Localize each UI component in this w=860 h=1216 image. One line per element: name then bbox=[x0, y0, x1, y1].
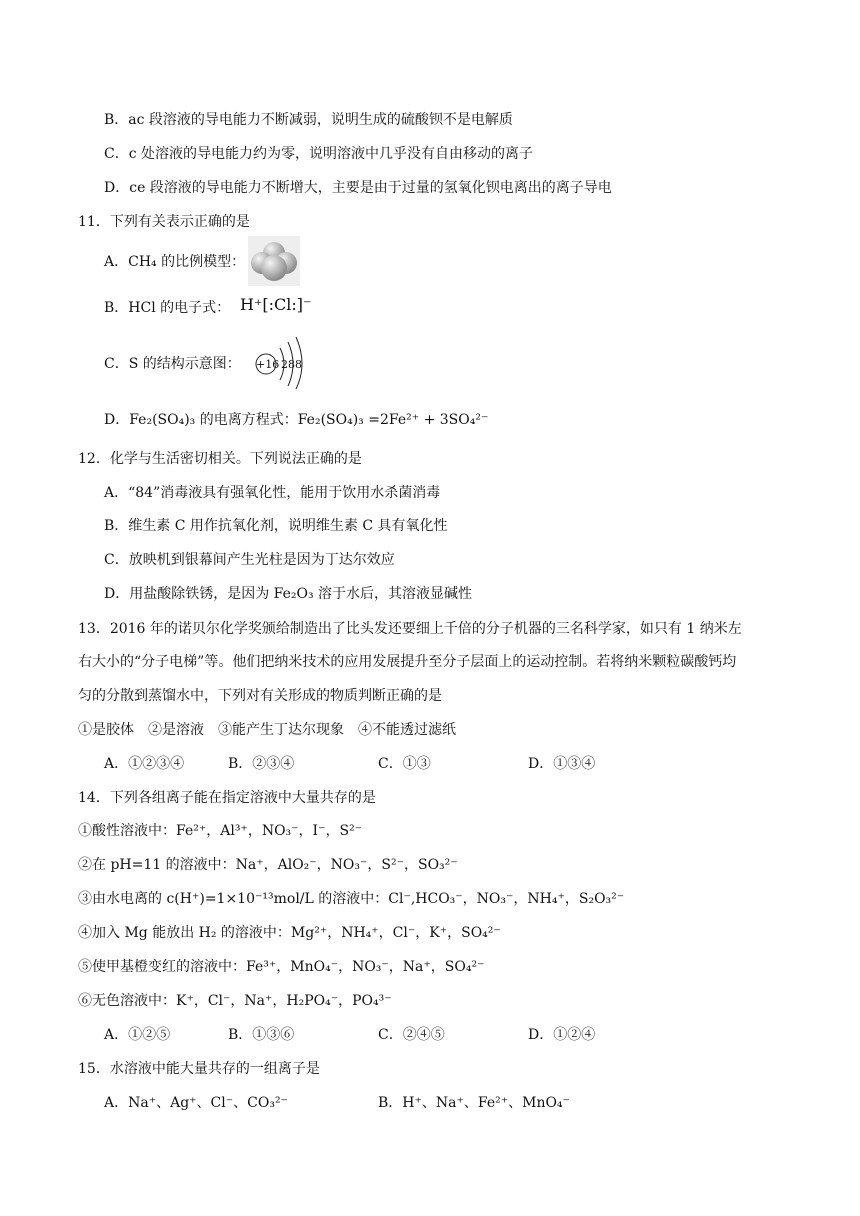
q11-option-b: B．HCl 的电子式： bbox=[104, 300, 231, 316]
q14-statement-1: ①酸性溶液中：Fe²⁺，Al³⁺，NO₃⁻，I⁻，S²⁻ bbox=[78, 823, 363, 839]
q14-statement-2: ②在 pH=11 的溶液中：Na⁺，AlO₂⁻，NO₃⁻，S²⁻，SO₃²⁻ bbox=[78, 857, 458, 873]
q15-option-a: A．Na⁺、Ag⁺、Cl⁻、CO₃²⁻ bbox=[104, 1095, 288, 1111]
q15-option-b: B．H⁺、Na⁺、Fe²⁺、MnO₄⁻ bbox=[378, 1095, 570, 1111]
q10-option-c: C．c 处溶液的导电能力约为零，说明溶液中几乎没有自由移动的离子 bbox=[104, 146, 534, 162]
q13-stem-line-3: 匀的分散到蒸馏水中，下列对有关形成的物质判断正确的是 bbox=[78, 688, 442, 704]
q14-option-a: A．①②⑤ bbox=[104, 1027, 171, 1043]
q14-statement-4: ④加入 Mg 能放出 H₂ 的溶液中：Mg²⁺，NH₄⁺，Cl⁻，K⁺，SO₄²⁻ bbox=[78, 925, 501, 941]
ch4-space-filling-model-icon bbox=[248, 236, 300, 286]
q12-stem: 12．化学与生活密切相关。下列说法正确的是 bbox=[78, 451, 362, 467]
q13-stem-line-1: 13．2016 年的诺贝尔化学奖颁给制造出了比头发还要细上千倍的分子机器的三名科学家，如只有 1 纳米左 bbox=[78, 621, 742, 637]
q14-statement-6: ⑥无色溶液中：K⁺，Cl⁻，Na⁺，H₂PO₄⁻，PO₄³⁻ bbox=[78, 993, 392, 1009]
q15-options bbox=[104, 1094, 804, 1112]
q12-option-a: A．“84”消毒液具有强氧化性，能用于饮用水杀菌消毒 bbox=[104, 485, 441, 501]
q11-option-c: C．S 的结构示意图： bbox=[104, 356, 241, 372]
q15-stem: 15．水溶液中能大量共存的一组离子是 bbox=[78, 1061, 320, 1077]
q14-option-d: D．①②④ bbox=[528, 1027, 596, 1043]
hcl-electron-formula: H⁺[:Cl:]⁻ bbox=[240, 295, 312, 314]
q12-option-d: D．用盐酸除铁锈，是因为 Fe₂O₃ 溶于水后，其溶液显碱性 bbox=[104, 586, 473, 602]
q12-option-b: B．维生素 C 用作抗氧化剂，说明维生素 C 具有氧化性 bbox=[104, 518, 448, 534]
q14-stem: 14．下列各组离子能在指定溶液中大量共存的是 bbox=[78, 790, 376, 806]
q12-option-c: C．放映机到银幕间产生光柱是因为丁达尔效应 bbox=[104, 552, 395, 568]
q13-options bbox=[104, 755, 804, 773]
sulfur-nucleus-charge: +16 bbox=[256, 358, 280, 371]
q10-option-b: B．ac 段溶液的导电能力不断减弱，说明生成的硫酸钡不是电解质 bbox=[104, 112, 513, 128]
q11-option-a: A．CH₄ 的比例模型： bbox=[104, 254, 246, 270]
q11-stem: 11．下列有关表示正确的是 bbox=[78, 214, 250, 230]
q14-option-c: C．②④⑤ bbox=[378, 1027, 445, 1043]
q14-statement-3: ③由水电离的 c(H⁺)=1×10⁻¹³mol/L 的溶液中：Cl⁻,HCO₃⁻，NO₃⁻，NH₄⁺，S₂O₃²⁻ bbox=[78, 891, 625, 907]
q13-option-a: A．①②③④ bbox=[104, 756, 185, 772]
q14-option-b: B．①③⑥ bbox=[228, 1027, 295, 1043]
q13-option-d: D．①③④ bbox=[528, 756, 596, 772]
sulfur-electron-shells: 288 bbox=[281, 358, 302, 371]
q11-option-d: D．Fe₂(SO₄)₃ 的电离方程式：Fe₂(SO₄)₃ =2Fe²⁺ + 3SO₄²⁻ bbox=[104, 412, 489, 428]
q13-option-c: C．①③ bbox=[378, 756, 431, 772]
q13-statements: ①是胶体 ②是溶液 ③能产生丁达尔现象 ④不能透过滤纸 bbox=[78, 722, 456, 738]
q10-option-d: D．ce 段溶液的导电能力不断增大，主要是由于过量的氢氧化钡电离出的离子导电 bbox=[104, 180, 612, 196]
q13-stem-line-2: 右大小的“分子电梯”等。他们把纳米技术的应用发展提升至分子层面上的运动控制。若将纳米颗粒碳酸钙均 bbox=[78, 654, 737, 670]
q14-statement-5: ⑤使甲基橙变红的溶液中：Fe³⁺，MnO₄⁻，NO₃⁻，Na⁺，SO₄²⁻ bbox=[78, 959, 485, 975]
q13-option-b: B．②③④ bbox=[228, 756, 295, 772]
q14-options bbox=[104, 1026, 804, 1044]
